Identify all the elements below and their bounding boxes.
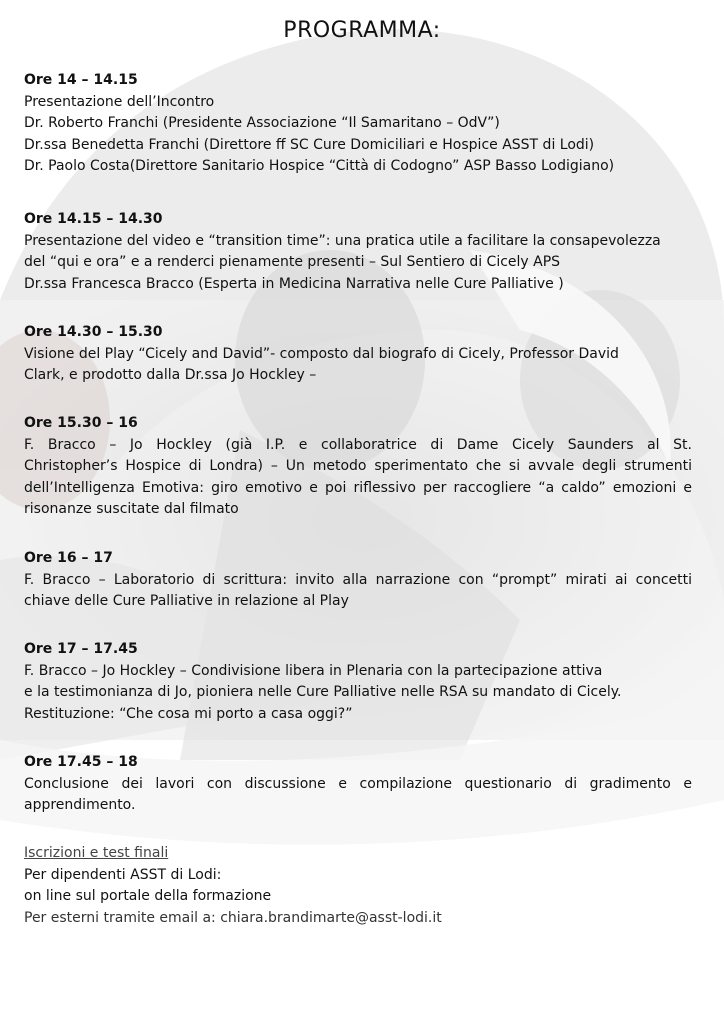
registration-line: Per dipendenti ASST di Lodi: xyxy=(24,866,222,883)
session-line: Restituzione: “Che cosa mi porto a casa oggi?” xyxy=(24,705,353,722)
session-line: e la testimonianza di Jo, pioniera nelle Cure Palliative nelle RSA su mandato di Cicely. xyxy=(24,684,622,700)
registration-info xyxy=(24,843,692,929)
session-line: dell’Intelligenza Emotiva: giro emotivo e poi riflessivo per raccogliere “a caldo” emozioni e xyxy=(24,479,692,496)
session-line: Conclusione dei lavori con discussione e compilazione questionario di gradimento e xyxy=(24,775,692,792)
session-line: Dr.ssa Benedetta Franchi (Direttore ff SC Cure Domiciliari e Hospice ASST di Lodi) xyxy=(24,136,595,153)
session-time: Ore 15.30 – 16 xyxy=(24,415,138,431)
session-time: Ore 14.30 – 15.30 xyxy=(24,324,163,340)
session-line: Dr. Roberto Franchi (Presidente Associazione “Il Samaritano – OdV”) xyxy=(24,115,500,131)
session-line: apprendimento. xyxy=(24,797,136,813)
session-line: F. Bracco – Jo Hockley – Condivisione libera in Plenaria con la partecipazione attiva xyxy=(24,662,603,679)
session-line: F. Bracco – Jo Hockley (già I.P. e collaboratrice di Dame Cicely Saunders al St. xyxy=(24,436,692,453)
session-4 xyxy=(24,413,692,521)
session-1 xyxy=(24,70,692,178)
session-line: F. Bracco – Laboratorio di scrittura: invito alla narrazione con “prompt” mirati ai concetti xyxy=(24,571,692,588)
session-line: risonanze suscitate dal filmato xyxy=(24,501,239,517)
session-line: Visione del Play “Cicely and David”- composto dal biografo di Cicely, Professor David xyxy=(24,345,619,362)
session-time: Ore 14 – 14.15 xyxy=(24,72,138,88)
session-line: Dr.ssa Francesca Bracco (Esperta in Medicina Narrativa nelle Cure Palliative ) xyxy=(24,275,564,292)
session-time: Ore 14.15 – 14.30 xyxy=(24,211,163,227)
session-line: Dr. Paolo Costa(Direttore Sanitario Hospice “Città di Codogno” ASP Basso Lodigiano) xyxy=(24,158,615,174)
session-6 xyxy=(24,639,692,725)
session-line: del “qui e ora” e a renderci pienamente presenti – Sul Sentiero di Cicely APS xyxy=(24,254,561,270)
session-2 xyxy=(24,209,692,295)
session-line: chiave delle Cure Palliative in relazione al Play xyxy=(24,593,349,609)
page-title: PROGRAMMA: xyxy=(283,18,441,43)
session-time: Ore 17.45 – 18 xyxy=(24,754,138,770)
session-time: Ore 16 – 17 xyxy=(24,550,113,566)
session-time: Ore 17 – 17.45 xyxy=(24,641,138,657)
registration-line: on line sul portale della formazione xyxy=(24,888,272,904)
registration-heading: Iscrizioni e test finali xyxy=(24,845,169,861)
registration-email-line: Per esterni tramite email a: chiara.brandimarte@asst-lodi.it xyxy=(24,909,442,926)
session-line: Christopher’s Hospice di Londra) – Un metodo sperimentato che si avvale degli strumenti xyxy=(24,458,692,474)
session-7 xyxy=(24,752,692,817)
session-line: Presentazione dell’Incontro xyxy=(24,93,215,110)
session-line: Presentazione del video e “transition time”: una pratica utile a facilitare la consapevolezza xyxy=(24,232,661,249)
session-line: Clark, e prodotto dalla Dr.ssa Jo Hockley – xyxy=(24,367,317,383)
session-5 xyxy=(24,548,692,613)
session-3 xyxy=(24,322,692,387)
